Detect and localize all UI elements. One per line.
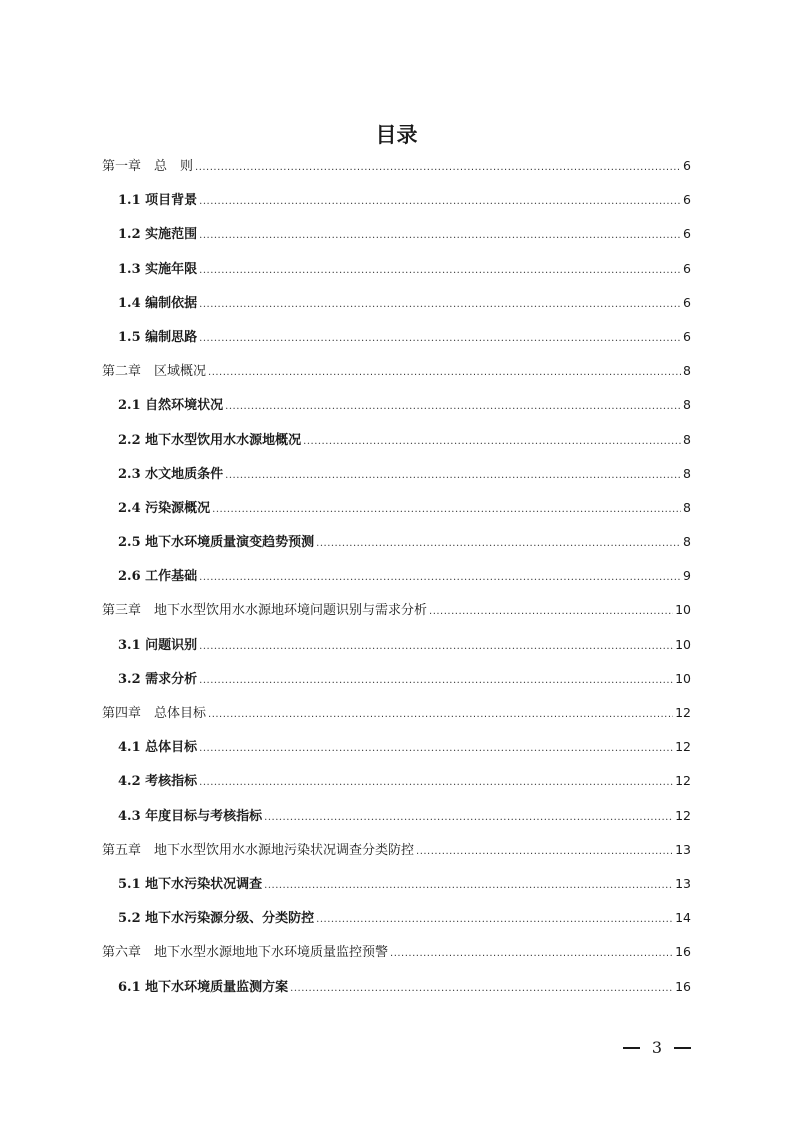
toc-section-entry[interactable] xyxy=(102,290,691,324)
toc-entry-label: 4.3 年度目标与考核指标 xyxy=(118,808,263,824)
toc-dot-leader xyxy=(225,463,681,489)
toc-entry-page: 13 xyxy=(675,841,691,857)
toc-entry-label: 第六章 地下水型水源地地下水环境质量监控预警 xyxy=(102,945,389,961)
footer-dash-left xyxy=(623,1047,640,1049)
toc-dot-leader xyxy=(208,702,673,728)
toc-entry-label: 5.2 地下水污染源分级、分类防控 xyxy=(118,911,315,927)
toc-entry-label: 第二章 区域概况 xyxy=(102,364,207,380)
toc-entry-label: 1.2 实施范围 xyxy=(118,227,198,243)
toc-section-entry[interactable] xyxy=(102,768,691,802)
toc-entry-label: 第四章 总体目标 xyxy=(102,706,207,721)
toc-dot-leader xyxy=(199,736,673,762)
toc-dot-leader xyxy=(208,360,681,386)
toc-entry-page: 8 xyxy=(683,465,691,481)
toc-entry-label: 2.1 自然环境状况 xyxy=(118,398,224,414)
toc-entry-label: 2.6 工作基础 xyxy=(118,569,198,585)
toc-entry-page: 6 xyxy=(683,192,691,208)
toc-entry-label: 第五章 地下水型饮用水水源地污染状况调查分类防控 xyxy=(102,842,415,858)
toc-section-entry[interactable] xyxy=(102,187,691,221)
toc-dot-leader xyxy=(195,155,681,181)
toc-entry-page: 13 xyxy=(675,875,691,891)
toc-dot-leader xyxy=(264,873,673,899)
toc-section-entry[interactable] xyxy=(102,905,691,939)
toc-entry-page: 6 xyxy=(683,226,691,242)
toc-dot-leader xyxy=(303,429,681,455)
toc-section-entry[interactable] xyxy=(102,803,691,837)
toc-dot-leader xyxy=(199,189,681,215)
toc-entry-label: 4.2 考核指标 xyxy=(118,774,198,790)
toc-entry-page: 8 xyxy=(683,363,691,379)
toc-section-entry[interactable] xyxy=(102,461,691,495)
footer-dash-right xyxy=(674,1047,691,1049)
toc-dot-leader xyxy=(390,941,673,967)
toc-entry-page: 10 xyxy=(675,636,691,652)
toc-entry-label: 5.1 地下水污染状况调查 xyxy=(118,876,263,892)
toc-section-entry[interactable] xyxy=(102,529,691,563)
toc-dot-leader xyxy=(199,634,673,660)
toc-section-entry[interactable] xyxy=(102,256,691,290)
toc-entry-label: 1.4 编制依据 xyxy=(118,295,198,311)
toc-section-entry[interactable] xyxy=(102,871,691,905)
toc-entry-page: 12 xyxy=(675,807,691,823)
toc-entry-label: 1.5 编制思路 xyxy=(118,329,198,345)
toc-entry-page: 12 xyxy=(675,705,691,720)
toc-entry-page: 10 xyxy=(675,670,691,686)
toc-dot-leader xyxy=(199,326,681,352)
toc-section-entry[interactable] xyxy=(102,392,691,426)
toc-entry-label: 3.2 需求分析 xyxy=(118,671,198,687)
toc-dot-leader xyxy=(212,497,681,523)
toc-dot-leader xyxy=(199,565,681,591)
toc-section-entry[interactable] xyxy=(102,666,691,700)
toc-entry-label: 第一章 总 则 xyxy=(102,159,194,174)
toc-chapter-entry[interactable] xyxy=(102,358,691,392)
toc-dot-leader xyxy=(429,599,673,625)
toc-section-entry[interactable] xyxy=(102,221,691,255)
toc-section-entry[interactable] xyxy=(102,632,691,666)
toc-entry-page: 8 xyxy=(683,431,691,447)
toc-section-entry[interactable] xyxy=(102,734,691,768)
toc-dot-leader xyxy=(199,770,673,796)
toc-entry-page: 6 xyxy=(683,328,691,344)
toc-dot-leader xyxy=(316,531,681,557)
toc-dot-leader xyxy=(199,223,681,249)
footer-page-number: 3 xyxy=(651,1038,662,1057)
toc-entry-page: 12 xyxy=(675,773,691,789)
toc-entry-page: 6 xyxy=(683,260,691,276)
toc-chapter-entry[interactable] xyxy=(102,837,691,871)
toc-entry-page: 12 xyxy=(675,739,691,755)
toc-dot-leader xyxy=(199,668,673,694)
toc-entry-page: 10 xyxy=(675,602,691,618)
toc-dot-leader xyxy=(264,805,673,831)
toc-entry-label: 2.2 地下水型饮用水水源地概况 xyxy=(118,432,302,448)
toc-entry-label: 4.1 总体目标 xyxy=(118,740,198,756)
toc-dot-leader xyxy=(416,839,673,865)
toc-entry-page: 16 xyxy=(675,944,691,960)
toc-entry-page: 8 xyxy=(683,397,691,413)
page-title: 目录 xyxy=(375,123,418,147)
page-footer xyxy=(623,1038,691,1057)
toc-section-entry[interactable] xyxy=(102,324,691,358)
toc-dot-leader xyxy=(316,907,673,933)
toc-entry-page: 8 xyxy=(683,534,691,550)
toc-dot-leader xyxy=(225,394,681,420)
toc-entry-page: 6 xyxy=(683,158,691,173)
toc-section-entry[interactable] xyxy=(102,974,691,1008)
toc-dot-leader xyxy=(199,292,681,318)
toc-section-entry[interactable] xyxy=(102,563,691,597)
toc-entry-label: 2.4 污染源概况 xyxy=(118,500,211,516)
toc-entry-label: 2.3 水文地质条件 xyxy=(118,466,224,482)
toc-dot-leader xyxy=(290,976,673,1002)
toc-entry-label: 2.5 地下水环境质量演变趋势预测 xyxy=(118,535,315,551)
table-of-contents xyxy=(102,153,691,1008)
toc-entry-page: 16 xyxy=(675,978,691,994)
toc-entry-label: 3.1 问题识别 xyxy=(118,637,198,653)
toc-entry-page: 9 xyxy=(683,568,691,584)
toc-section-entry[interactable] xyxy=(102,495,691,529)
toc-chapter-entry[interactable] xyxy=(102,700,691,734)
toc-entry-label: 6.1 地下水环境质量监测方案 xyxy=(118,979,289,995)
toc-entry-page: 8 xyxy=(683,499,691,515)
toc-chapter-entry[interactable] xyxy=(102,939,691,973)
toc-entry-label: 1.3 实施年限 xyxy=(118,261,198,277)
toc-chapter-entry[interactable] xyxy=(102,597,691,631)
toc-dot-leader xyxy=(199,258,681,284)
toc-entry-page: 14 xyxy=(675,910,691,926)
toc-entry-label: 1.1 项目背景 xyxy=(118,193,198,209)
toc-entry-page: 6 xyxy=(683,294,691,310)
toc-entry-label: 第三章 地下水型饮用水水源地环境问题识别与需求分析 xyxy=(102,603,428,619)
toc-chapter-entry[interactable] xyxy=(102,153,691,187)
toc-section-entry[interactable] xyxy=(102,427,691,461)
